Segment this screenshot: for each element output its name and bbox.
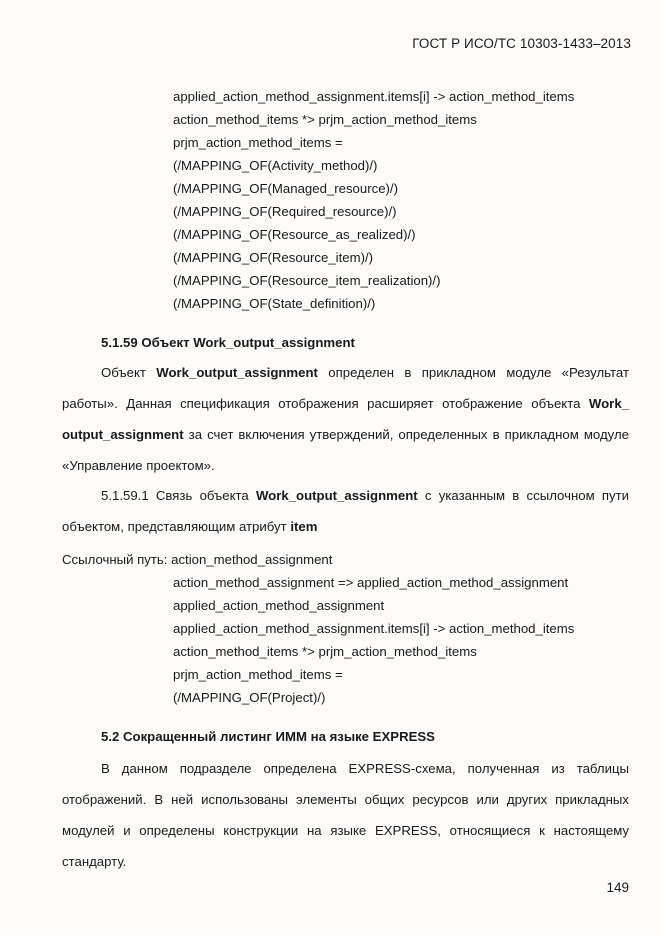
standard-header: ГОСТ Р ИСО/ТС 10303-1433–2013 <box>412 36 631 51</box>
mapping-line: action_method_items *> prjm_action_method_items <box>173 644 477 659</box>
section-heading-5-2: 5.2 Сокращенный листинг ИММ на языке EXPRESS <box>101 729 435 744</box>
mapping-line: action_method_assignment => applied_action_method_assignment <box>173 575 569 590</box>
section-heading-5-1-59: 5.1.59 Объект Work_output_assignment <box>101 335 355 350</box>
paragraph-line: стандарту. <box>62 854 127 869</box>
mapping-line: action_method_assignment <box>171 552 333 567</box>
mapping-line: (/MAPPING_OF(Resource_item)/) <box>173 250 374 265</box>
mapping-line: prjm_action_method_items = <box>173 135 343 150</box>
reference-path <box>62 552 332 567</box>
mapping-line: (/MAPPING_OF(Resource_item_realization)/) <box>173 273 441 288</box>
page-number: 149 <box>606 880 629 895</box>
mapping-line: prjm_action_method_items = <box>173 667 343 682</box>
paragraph-line: модулей и определены конструкции на языке EXPRESS, относящиеся к настоящему <box>62 823 629 838</box>
mapping-line: (/MAPPING_OF(Activity_method)/) <box>173 158 378 173</box>
mapping-line: (/MAPPING_OF(Resource_as_realized)/) <box>173 227 416 242</box>
subsection-line: 5.1.59.1 Связь объекта Work_output_assignment с указанным в ссылочном пути <box>101 488 630 503</box>
paragraph-line: Объект Work_output_assignment определен в прикладном модуле «Результат <box>101 365 629 380</box>
paragraph-line: output_assignment за счет включения утверждений, определенных в прикладном модуле <box>62 427 629 442</box>
paragraph-line: В данном подразделе определена EXPRESS-схема, полученная из таблицы <box>101 761 629 776</box>
paragraph-line: работы». Данная спецификация отображения расширяет отображение объекта Work_ <box>62 396 629 411</box>
mapping-line: action_method_items *> prjm_action_method_items <box>173 112 477 127</box>
mapping-line: (/MAPPING_OF(Managed_resource)/) <box>173 181 398 196</box>
paragraph-line: отображений. В ней использованы элементы общих ресурсов или других прикладных <box>62 792 629 807</box>
paragraph-line: «Управление проектом». <box>62 458 215 473</box>
mapping-line: (/MAPPING_OF(Required_resource)/) <box>173 204 397 219</box>
mapping-line: (/MAPPING_OF(Project)/) <box>173 690 326 705</box>
mapping-line: applied_action_method_assignment <box>173 598 385 613</box>
mapping-line: applied_action_method_assignment.items[i] -> action_method_items <box>173 89 575 104</box>
mapping-line: (/MAPPING_OF(State_definition)/) <box>173 296 376 311</box>
mapping-line: applied_action_method_assignment.items[i] -> action_method_items <box>173 621 575 636</box>
reference-path-label: Ссылочный путь: <box>62 552 172 567</box>
subsection-line: объектом, представляющим атрибут item <box>62 519 318 534</box>
